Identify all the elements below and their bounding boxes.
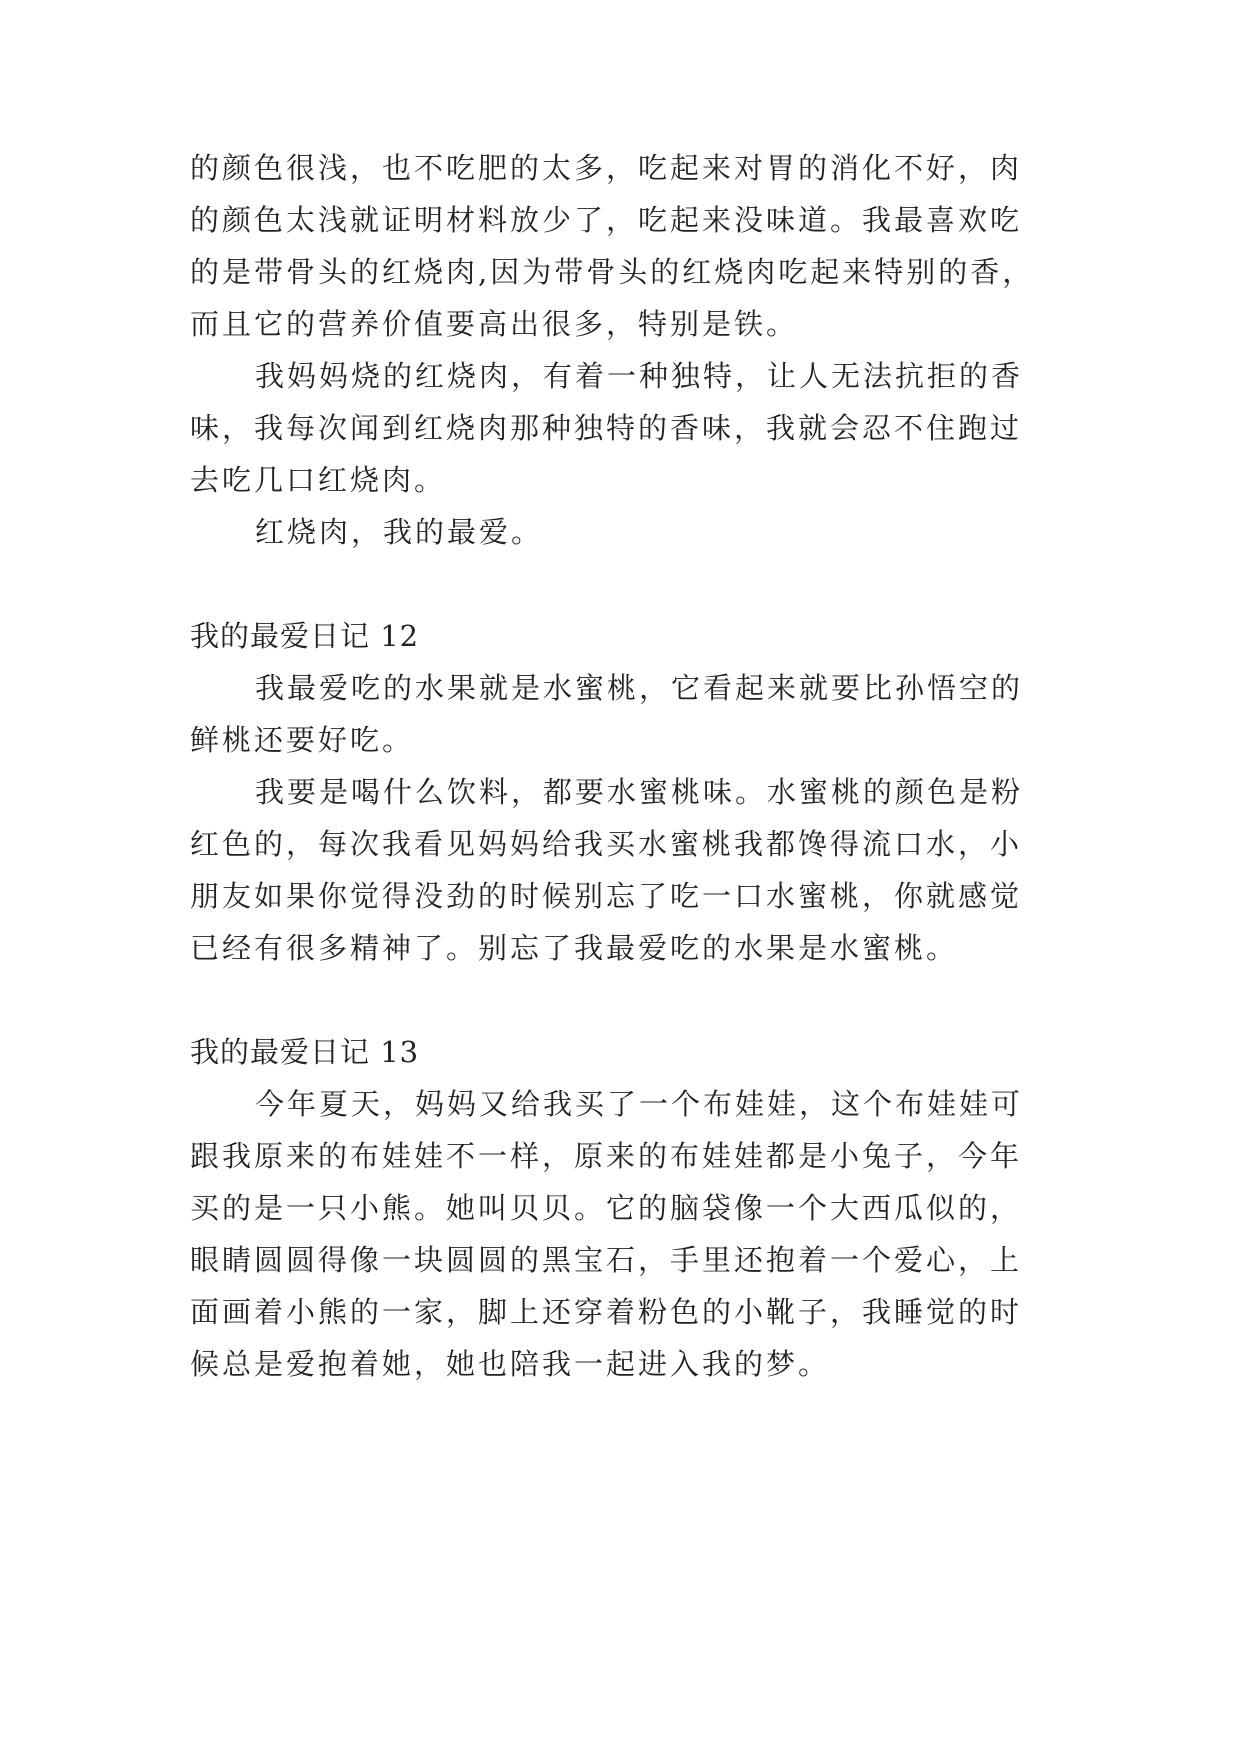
text-line: 去吃几口红烧肉。 [190,463,447,497]
text-line: 我最爱吃的水果就是水蜜桃，它看起来就要比孙悟空的 [255,671,1024,705]
text-line: 我要是喝什么饮料，都要水蜜桃味。水蜜桃的颜色是粉 [255,775,1024,809]
text-line: 眼睛圆圆得像一块圆圆的黑宝石，手里还抱着一个爱心，上 [190,1243,1023,1277]
text-line: 今年夏天，妈妈又给我买了一个布娃娃，这个布娃娃可 [255,1087,1024,1121]
text-line: 朋友如果你觉得没劲的时候别忘了吃一口水蜜桃，你就感觉 [190,879,1023,913]
text-line: 我妈妈烧的红烧肉，有着一种独特，让人无法抗拒的香 [255,359,1024,393]
text-line: 候总是爱抱着她，她也陪我一起进入我的梦。 [190,1347,831,1381]
text-line: 的是带骨头的红烧肉,因为带骨头的红烧肉吃起来特别的香， [190,255,1035,289]
text-line: 红烧肉，我的最爱。 [255,515,544,549]
text-line: 的颜色太浅就证明材料放少了，吃起来没味道。我最喜欢吃 [190,203,1023,237]
text-line: 味，我每次闻到红烧肉那种独特的香味，我就会忍不住跑过 [190,411,1023,445]
text-line: 买的是一只小熊。她叫贝贝。它的脑袋像一个大西瓜似的， [190,1191,1023,1225]
section-heading: 我的最爱日记 13 [190,1035,420,1069]
text-line: 的颜色很浅，也不吃肥的太多，吃起来对胃的消化不好，肉 [190,151,1023,185]
text-line: 面画着小熊的一家，脚上还穿着粉色的小靴子，我睡觉的时 [190,1295,1023,1329]
text-line: 而且它的营养价值要高出很多，特别是铁。 [190,307,799,341]
text-line: 鲜桃还要好吃。 [190,723,415,757]
text-line: 红色的，每次我看见妈妈给我买水蜜桃我都馋得流口水，小 [190,827,1023,861]
text-line: 已经有很多精神了。别忘了我最爱吃的水果是水蜜桃。 [190,931,959,965]
text-line: 跟我原来的布娃娃不一样，原来的布娃娃都是小兔子，今年 [190,1139,1023,1173]
section-heading: 我的最爱日记 12 [190,619,420,653]
